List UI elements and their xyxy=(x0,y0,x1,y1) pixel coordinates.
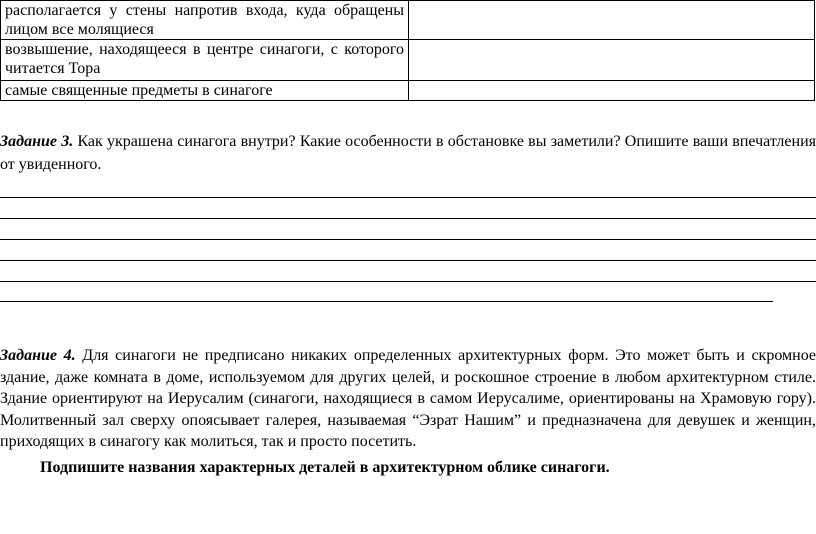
answer-line[interactable] xyxy=(0,301,773,302)
answer-cell[interactable] xyxy=(409,40,815,81)
task-4-text: Для синагоги не предписано никаких определенных архитектурных форм. Это может быть и скромное здание, даже комната в доме, используемом для других целей, и роскошное строение в любом архитектурном стиле. Здание ориентируют на Иерусалим (синагоги, находящиеся в самом Иерусалиме, ориентированы на Храмовую гору). Молитвенный зал сверху опоясывает галерея, называемая “Эзрат Нашим” и предназначена для девушек и женщин, приходящих в синагогу как молиться, так и просто посетить. xyxy=(0,347,816,451)
answer-cell[interactable] xyxy=(409,1,815,40)
task-4-paragraph xyxy=(0,345,816,453)
answer-line[interactable] xyxy=(0,218,816,219)
definition-cell: самые священные предметы в синагоге xyxy=(1,81,409,101)
table-row xyxy=(1,1,815,40)
task-3-paragraph xyxy=(0,130,816,176)
answer-line[interactable] xyxy=(0,239,816,240)
answer-line[interactable] xyxy=(0,197,816,198)
task-3-text: Как украшена синагога внутри? Какие особенности в обстановке вы заметили? Опишите ваши впечатления от увиденного. xyxy=(0,133,816,173)
table-row xyxy=(1,40,815,81)
task-3-label: Задание 3. xyxy=(0,133,74,150)
answer-line[interactable] xyxy=(0,281,816,282)
task-4-label: Задание 4. xyxy=(0,347,76,364)
definition-cell: располагается у стены напротив входа, куда обращены лицом все молящиеся xyxy=(1,1,409,40)
table-row xyxy=(1,81,815,101)
answer-cell[interactable] xyxy=(409,81,815,101)
definition-cell: возвышение, находящееся в центре синагоги, с которого читается Тора xyxy=(1,40,409,81)
answer-line[interactable] xyxy=(0,260,816,261)
task-4-instruction: Подпишите названия характерных деталей в архитектурном облике синагоги. xyxy=(40,459,610,476)
definitions-table xyxy=(0,0,815,101)
